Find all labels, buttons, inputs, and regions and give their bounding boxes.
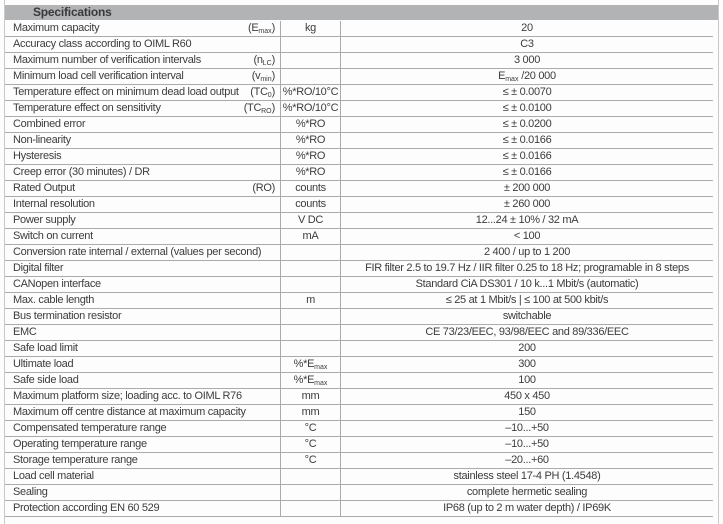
- param-cell: [5, 245, 281, 260]
- param-cell: [5, 437, 281, 452]
- table-row: [5, 85, 713, 101]
- param-symbol: (RO): [252, 182, 275, 194]
- param-value: –10...+50: [505, 422, 549, 434]
- param-label: Operating temperature range: [13, 438, 147, 450]
- param-value: ≤ ± 0.0100: [502, 102, 552, 114]
- table-row: [5, 373, 713, 389]
- param-cell: [5, 373, 281, 388]
- param-cell: [5, 325, 281, 340]
- param-cell: [5, 149, 281, 164]
- param-label: Safe side load: [13, 374, 79, 386]
- param-unit: [281, 53, 341, 68]
- param-cell: [5, 357, 281, 372]
- param-unit: [281, 309, 341, 324]
- param-cell: [5, 293, 281, 308]
- param-label: Digital filter: [13, 262, 64, 274]
- param-unit: mm: [281, 405, 341, 420]
- param-label: Internal resolution: [13, 198, 95, 210]
- param-unit: [281, 501, 341, 516]
- table-row: [5, 421, 713, 437]
- param-value: 200: [518, 342, 536, 354]
- param-label: Max. cable length: [13, 294, 95, 306]
- table-row: [5, 149, 713, 165]
- param-value: 2 400 / up to 1 200: [483, 246, 571, 258]
- param-cell: [5, 341, 281, 356]
- param-unit: V DC: [281, 213, 341, 228]
- table-row: [5, 389, 713, 405]
- param-value: IP68 (up to 2 m water depth) / IP69K: [443, 502, 611, 514]
- param-cell: [5, 389, 281, 404]
- param-cell: [5, 101, 281, 116]
- param-unit: mA: [281, 229, 341, 244]
- param-cell: [5, 485, 281, 500]
- table-row: [5, 53, 713, 69]
- param-value: ≤ ± 0.0166: [502, 166, 552, 178]
- param-label: Protection according EN 60 529: [13, 502, 160, 514]
- param-value: ≤ ± 0.0070: [502, 86, 552, 98]
- param-value: CE 73/23/EEC, 93/98/EEC and 89/336/EEC: [425, 326, 629, 338]
- param-unit: [281, 245, 341, 260]
- param-cell: [5, 453, 281, 468]
- param-unit: counts: [281, 181, 341, 196]
- table-row: [5, 181, 713, 197]
- param-label: Accuracy class according to OIML R60: [13, 38, 192, 50]
- table-row: [5, 357, 713, 373]
- param-label: Compensated temperature range: [13, 422, 167, 434]
- param-cell: [5, 309, 281, 324]
- param-unit: mm: [281, 389, 341, 404]
- param-cell: [5, 133, 281, 148]
- param-label: Minimum load cell verification interval: [13, 70, 184, 82]
- table-row: [5, 133, 713, 149]
- table-row: [5, 245, 713, 261]
- param-value: 150: [518, 406, 536, 418]
- param-label: Maximum platform size; loading acc. to OIML R76: [13, 390, 242, 402]
- param-value: 12...24 ± 10% / 32 mA: [475, 214, 579, 226]
- param-unit: $\%*E_{max}$: [281, 357, 341, 372]
- param-unit: [281, 485, 341, 500]
- param-cell: [5, 421, 281, 436]
- param-value: ± 200 000: [503, 182, 551, 194]
- param-label: Hysteresis: [13, 150, 62, 162]
- param-symbol: $(TC_{RO})$: [243, 102, 275, 115]
- param-value: ≤ ± 0.0166: [502, 134, 552, 146]
- param-cell: [5, 117, 281, 132]
- param-value: ≤ ± 0.0166: [502, 150, 552, 162]
- table-row: [5, 325, 713, 341]
- param-cell: [5, 469, 281, 484]
- param-value: switchable: [502, 310, 552, 322]
- param-value: C3: [520, 38, 534, 50]
- param-label: Combined error: [13, 118, 86, 130]
- param-label: Sealing: [13, 486, 48, 498]
- table-row: [5, 165, 713, 181]
- param-value: $E_{max}$ /20 000: [498, 70, 556, 83]
- table-row: [5, 309, 713, 325]
- param-value: ≤ ± 0.0200: [502, 118, 552, 130]
- param-label: CANopen interface: [13, 278, 101, 290]
- param-label: Safe load limit: [13, 342, 78, 354]
- param-unit: [281, 277, 341, 292]
- param-unit: °C: [281, 421, 341, 436]
- param-label: Creep error (30 minutes) / DR: [13, 166, 150, 178]
- param-label: Load cell material: [13, 470, 94, 482]
- param-value: complete hermetic sealing: [466, 486, 588, 498]
- table-row: [5, 261, 713, 277]
- param-unit: %*RO: [281, 117, 341, 132]
- param-cell: [5, 213, 281, 228]
- param-unit: counts: [281, 197, 341, 212]
- param-cell: [5, 501, 281, 516]
- param-unit: $\%*E_{max}$: [281, 373, 341, 388]
- table-row: [5, 197, 713, 213]
- param-value: –20...+60: [505, 454, 549, 466]
- param-label: Ultimate load: [13, 358, 74, 370]
- param-value: 20: [521, 22, 533, 34]
- table-row: [5, 501, 713, 517]
- param-value: ± 260 000: [503, 198, 551, 210]
- param-value: < 100: [513, 230, 541, 242]
- param-cell: [5, 277, 281, 292]
- param-unit: %*RO/10°C: [281, 85, 341, 100]
- param-label: Rated Output: [13, 182, 75, 194]
- param-value: 100: [518, 374, 536, 386]
- param-label: Temperature effect on sensitivity: [13, 102, 161, 114]
- param-symbol: $(E_{max})$: [247, 22, 275, 35]
- table-row: [5, 485, 713, 501]
- table-row: [5, 469, 713, 485]
- table-row: [5, 437, 713, 453]
- param-unit: [281, 325, 341, 340]
- table-row: [5, 101, 713, 117]
- param-label: Temperature effect on minimum dead load output: [13, 86, 239, 98]
- param-cell: [5, 181, 281, 196]
- table-row: [5, 277, 713, 293]
- param-unit: %*RO/10°C: [281, 101, 341, 116]
- table-row: [5, 293, 713, 309]
- param-value: FIR filter 2.5 to 19.7 Hz / IIR filter 0.25 to 18 Hz; programable in 8 steps: [365, 262, 689, 274]
- param-label: EMC: [13, 326, 37, 338]
- param-unit: [281, 37, 341, 52]
- table-row: [5, 37, 713, 53]
- param-label: Conversion rate internal / external (values per second): [13, 246, 262, 258]
- param-cell: [5, 261, 281, 276]
- param-unit: °C: [281, 453, 341, 468]
- param-cell: [5, 197, 281, 212]
- table-row: [5, 405, 713, 421]
- param-label: Maximum off centre distance at maximum capacity: [13, 406, 246, 418]
- param-value: 3 000: [513, 54, 541, 66]
- table-row: [5, 213, 713, 229]
- param-unit: kg: [281, 21, 341, 36]
- param-cell: [5, 69, 281, 84]
- param-symbol: $(n_{LC})$: [253, 54, 275, 67]
- param-symbol: $(v_{min})$: [251, 70, 275, 83]
- param-unit: [281, 261, 341, 276]
- param-unit: [281, 341, 341, 356]
- param-value: ≤ 25 at 1 Mbit/s | ≤ 100 at 500 kbit/s: [445, 294, 609, 306]
- param-unit: %*RO: [281, 133, 341, 148]
- param-label: Switch on current: [13, 230, 93, 242]
- table-row: [5, 341, 713, 357]
- param-cell: [5, 53, 281, 68]
- param-symbol: $(TC_0)$: [250, 86, 275, 99]
- param-label: Storage temperature range: [13, 454, 138, 466]
- param-label: Maximum number of verification intervals: [13, 54, 201, 66]
- param-label: Bus termination resistor: [13, 310, 122, 322]
- param-unit: m: [281, 293, 341, 308]
- param-cell: [5, 229, 281, 244]
- param-cell: [5, 85, 281, 100]
- param-value: stainless steel 17-4 PH (1.4548): [453, 470, 601, 482]
- table-row: [5, 453, 713, 469]
- table-row: [5, 229, 713, 245]
- spec-table: [5, 21, 713, 517]
- param-unit: %*RO: [281, 149, 341, 164]
- table-row: [5, 117, 713, 133]
- param-label: Power supply: [13, 214, 76, 226]
- param-value: Standard CiA DS301 / 10 k...1 Mbit/s (automatic): [415, 278, 639, 290]
- param-unit: °C: [281, 437, 341, 452]
- param-cell: [5, 37, 281, 52]
- param-value: 450 x 450: [504, 390, 550, 402]
- param-value: 300: [518, 358, 536, 370]
- table-row: [5, 69, 713, 85]
- param-unit: [281, 69, 341, 84]
- section-title: Specifications: [5, 5, 718, 20]
- table-row: [5, 21, 713, 37]
- param-label: Maximum capacity: [13, 22, 100, 34]
- param-unit: %*RO: [281, 165, 341, 180]
- param-cell: [5, 21, 281, 36]
- param-unit: [281, 469, 341, 484]
- param-label: Non-linearity: [13, 134, 71, 146]
- param-cell: [5, 405, 281, 420]
- param-cell: [5, 165, 281, 180]
- param-value: –10...+50: [505, 438, 549, 450]
